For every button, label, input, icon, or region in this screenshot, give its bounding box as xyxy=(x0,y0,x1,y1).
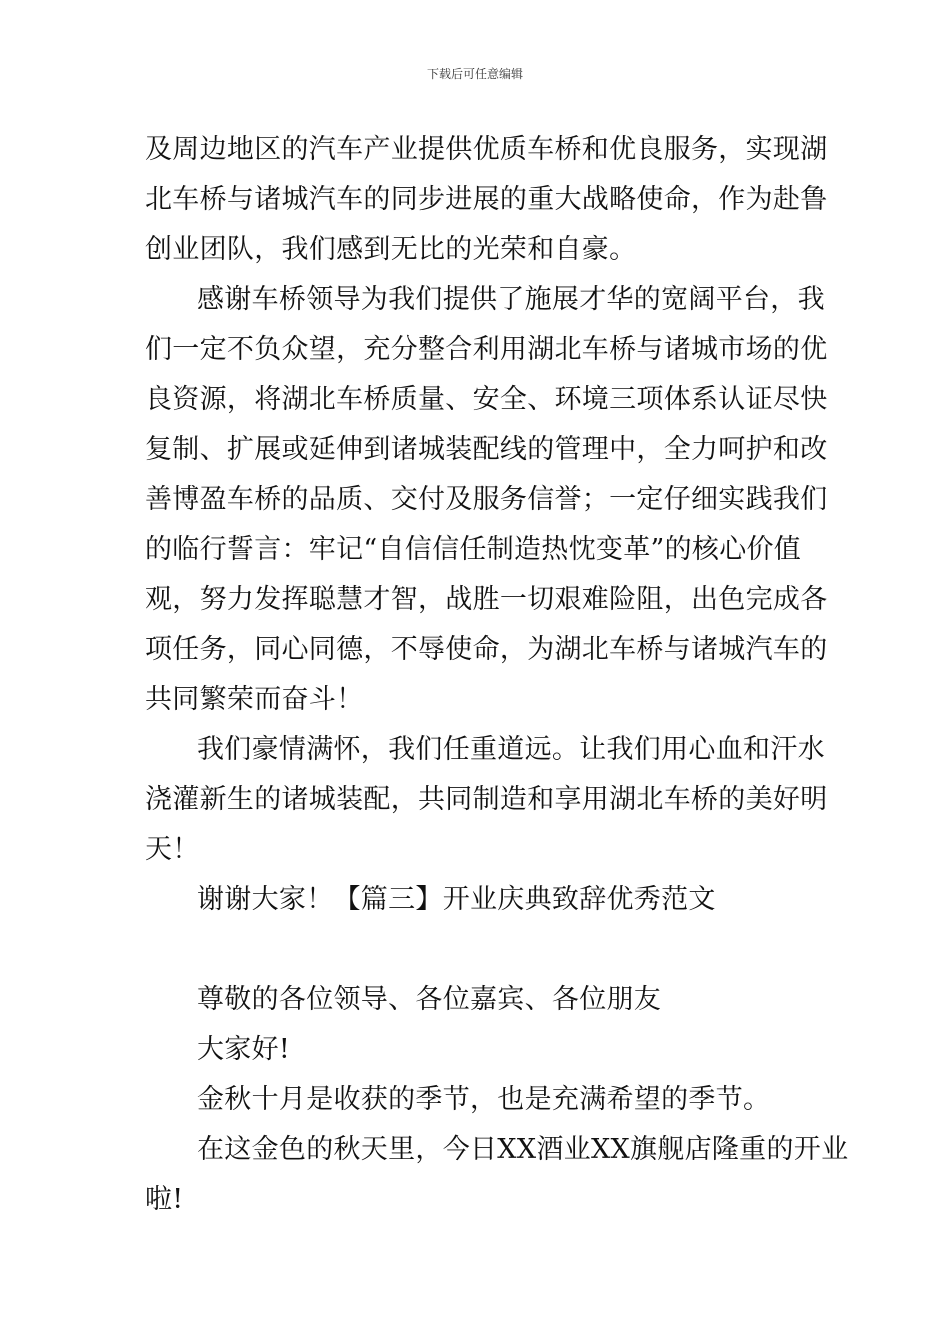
page-header: 下载后可任意编辑 xyxy=(426,67,523,81)
paragraph-start: 金秋十月是收获的季节，也是充满希望的季节。 xyxy=(197,1084,771,1115)
text-line: 复制、扩展或延伸到诸城装配线的管理中，全力呵护和改 xyxy=(145,434,828,465)
paragraph-start: 感谢车桥领导为我们提供了施展才华的宽阔平台，我 xyxy=(197,284,825,315)
text-line: 共同繁荣而奋斗！ xyxy=(145,684,364,715)
salutation: 尊敬的各位领导、各位嘉宾、各位朋友 xyxy=(197,984,662,1015)
section-heading-line: 谢谢大家！【篇三】开业庆典致辞优秀范文 xyxy=(197,884,716,915)
text-line: 北车桥与诸城汽车的同步进展的重大战略使命，作为赴鲁 xyxy=(145,184,828,215)
text-line: 天！ xyxy=(145,834,200,865)
text-line: 啦! xyxy=(145,1184,184,1215)
text-line: 观，努力发挥聪慧才智，战胜一切艰难险阻，出色完成各 xyxy=(145,584,828,615)
text-line: 项任务，同心同德，不辱使命，为湖北车桥与诸城汽车的 xyxy=(145,634,828,665)
paragraph-start: 在这金色的秋天里，今日XX酒业XX旗舰店隆重的开业 xyxy=(197,1134,849,1165)
text-line: 的临行誓言：牢记“自信信任制造热忱变革”的核心价值 xyxy=(145,534,802,565)
text-line: 善博盈车桥的品质、交付及服务信誉；一定仔细实践我们 xyxy=(145,484,828,515)
text-line: 们一定不负众望，充分整合利用湖北车桥与诸城市场的优 xyxy=(145,334,828,365)
text-line: 良资源，将湖北车桥质量、安全、环境三项体系认证尽快 xyxy=(145,384,828,415)
paragraph-start: 我们豪情满怀，我们任重道远。让我们用心血和汗水 xyxy=(197,734,825,765)
text-line: 浇灌新生的诸城装配，共同制造和享用湖北车桥的美好明 xyxy=(145,784,828,815)
text-line: 创业团队，我们感到无比的光荣和自豪。 xyxy=(145,234,637,265)
text-line: 及周边地区的汽车产业提供优质车桥和优良服务，实现湖 xyxy=(145,134,828,165)
blank-line xyxy=(145,925,810,975)
document-body xyxy=(145,125,849,1225)
greeting: 大家好! xyxy=(197,1034,291,1065)
